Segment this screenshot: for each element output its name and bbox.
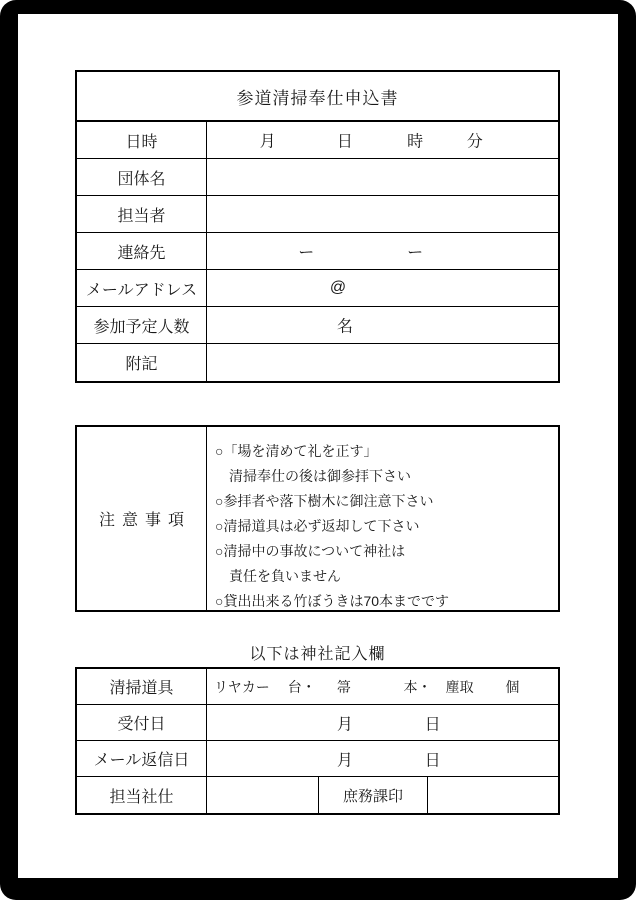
cleaning-tools-label: 清掃道具 xyxy=(77,669,207,704)
notes-list xyxy=(207,427,558,610)
staff-label: 担当社仕 xyxy=(77,777,207,813)
notes-label: 注意事項 xyxy=(77,427,207,610)
table-row-datetime xyxy=(77,122,558,159)
participants-label: 参加予定人数 xyxy=(77,307,207,343)
email-label: メールアドレス xyxy=(77,270,207,306)
note-line: ○「場を清めて礼を正す」 xyxy=(215,443,378,459)
note-line: 責任を負いません xyxy=(229,568,341,584)
day-unit: 日 xyxy=(424,752,441,769)
reply-date-value-cell xyxy=(207,741,558,776)
table-row-contact-person xyxy=(77,196,558,233)
reply-date-label: メール返信日 xyxy=(77,741,207,776)
contact-person-label: 担当者 xyxy=(77,196,207,232)
office-stamp-label: 庶務課印 xyxy=(319,777,428,813)
contact-person-value-cell xyxy=(207,196,558,232)
datetime-label: 日時 xyxy=(77,122,207,158)
office-stamp-cell xyxy=(428,777,558,813)
group-name-label: 団体名 xyxy=(77,159,207,195)
participants-value-cell xyxy=(207,307,558,343)
table-row-participants xyxy=(77,307,558,344)
day-unit: 日 xyxy=(424,716,441,733)
month-unit: 月 xyxy=(336,752,353,769)
note-line: ○清掃道具は必ず返却して下さい xyxy=(215,518,420,534)
month-unit: 月 xyxy=(336,716,353,733)
remarks-label: 附記 xyxy=(77,344,207,381)
office-table xyxy=(75,667,560,815)
table-row-phone xyxy=(77,233,558,270)
table-row-reception-date xyxy=(77,705,558,741)
table-row-reply-date xyxy=(77,741,558,777)
remarks-value-cell xyxy=(207,344,558,381)
staff-signature-cell xyxy=(207,777,319,813)
phone-label: 連絡先 xyxy=(77,233,207,269)
notes-table xyxy=(75,425,560,612)
table-row-email xyxy=(77,270,558,307)
reception-date-label: 受付日 xyxy=(77,705,207,740)
datetime-value-cell xyxy=(207,122,558,158)
minute-unit: 分 xyxy=(466,133,483,151)
month-unit: 月 xyxy=(259,133,276,151)
reception-date-value-cell xyxy=(207,705,558,740)
note-line: ○貸出出来る竹ぼうきは70本までです xyxy=(215,593,450,609)
dustpan-count-unit: 個 xyxy=(505,678,520,695)
persons-unit: 名 xyxy=(336,318,353,336)
broom-item: 箒 xyxy=(336,678,351,695)
phone-value-cell xyxy=(207,233,558,269)
form-title: 参道清掃奉仕申込書 xyxy=(77,72,558,122)
cart-item: リヤカー xyxy=(214,678,270,695)
office-section-heading: 以下は神社記入欄 xyxy=(249,646,386,663)
group-name-value-cell xyxy=(207,159,558,195)
table-row-remarks xyxy=(77,344,558,381)
application-table xyxy=(75,70,560,383)
table-row-group-name xyxy=(77,159,558,196)
day-unit: 日 xyxy=(336,133,353,151)
table-row-staff xyxy=(77,777,558,813)
table-row-cleaning-tools xyxy=(77,669,558,705)
note-line: ○参拝者や落下樹木に御注意下さい xyxy=(215,493,434,509)
dustpan-item: 塵取 xyxy=(445,678,474,695)
note-line: 清掃奉仕の後は御参拝下さい xyxy=(229,468,411,484)
at-sign: @ xyxy=(329,279,347,296)
phone-dash-1: ー xyxy=(298,244,315,262)
cart-count-unit: 台・ xyxy=(287,678,316,695)
cleaning-tools-value-cell xyxy=(207,669,558,704)
hour-unit: 時 xyxy=(407,133,424,151)
phone-dash-2: ー xyxy=(407,244,424,262)
broom-count-unit: 本・ xyxy=(403,678,432,695)
email-value-cell xyxy=(207,270,558,306)
note-line: ○清掃中の事故について神社は xyxy=(215,543,406,559)
